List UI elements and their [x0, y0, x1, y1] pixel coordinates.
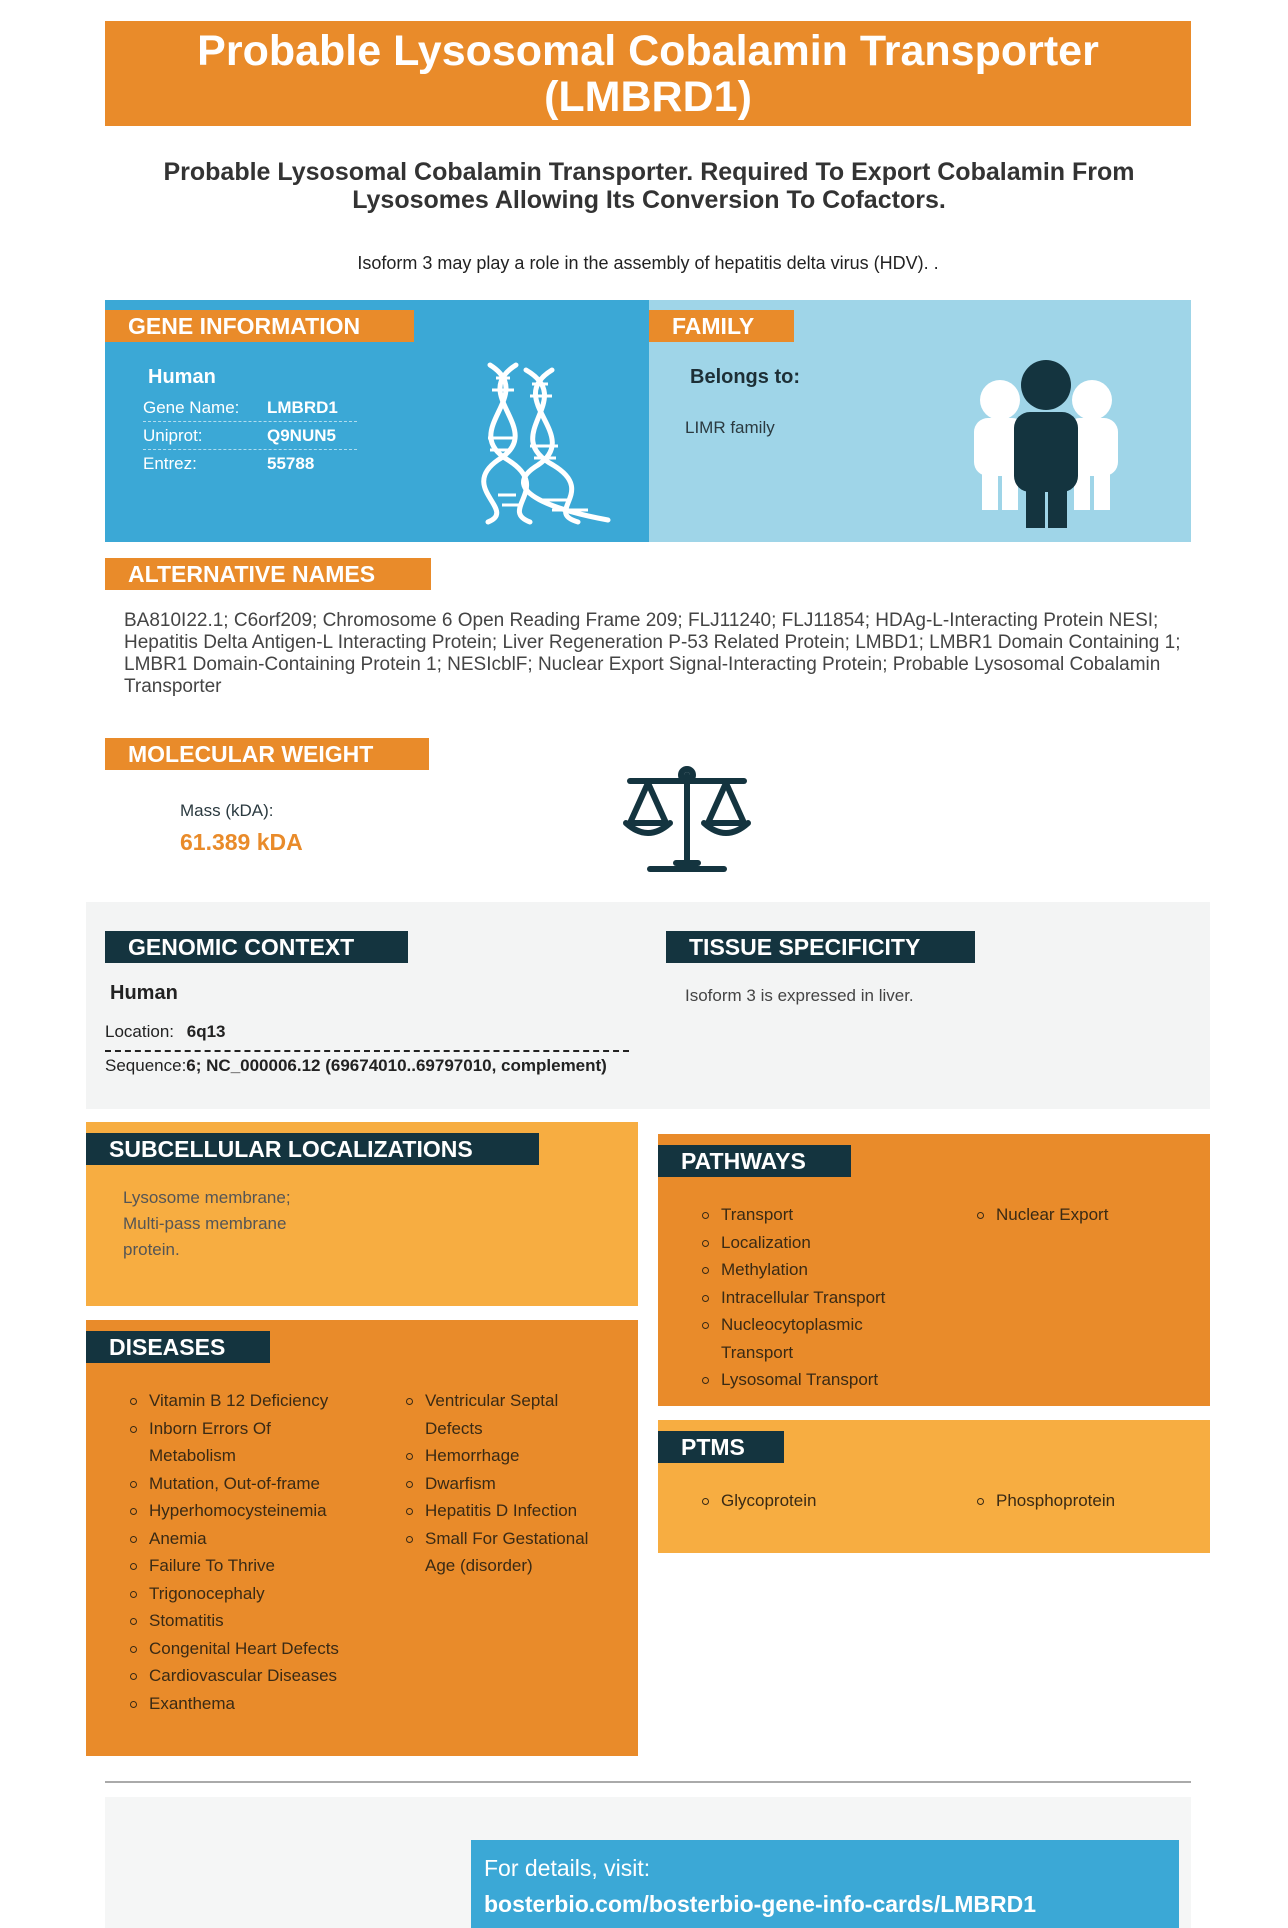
list-item: Glycoprotein [702, 1487, 902, 1515]
gene-info-heading: GENE INFORMATION [105, 310, 414, 342]
family-belongs-label: Belongs to: [690, 366, 800, 388]
sequence-value: 6; NC_000006.12 (69674010..69797010, complement) [186, 1056, 607, 1075]
list-item: Methylation [702, 1256, 902, 1284]
page-title: Probable Lysosomal Cobalamin Transporter (LMBRD1) [105, 21, 1191, 126]
genomic-sequence [105, 1056, 645, 1076]
list-item: Hepatitis D Infection [406, 1497, 616, 1525]
list-item: Exanthema [130, 1690, 360, 1718]
people-icon [970, 360, 1122, 530]
gene-name-value: LMBRD1 [267, 398, 338, 417]
ptms-list-col1 [702, 1487, 902, 1515]
list-item: Congenital Heart Defects [130, 1635, 360, 1663]
subcellular-heading: SUBCELLULAR LOCALIZATIONS [86, 1133, 539, 1165]
genomic-species: Human [110, 982, 178, 1004]
mass-label: Mass (kDA): [180, 801, 274, 820]
list-item: Intracellular Transport [702, 1284, 902, 1312]
uniprot-label: Uniprot: [143, 426, 203, 445]
tissue-specificity-text: Isoform 3 is expressed in liver. [685, 986, 914, 1005]
list-item: Mutation, Out-of-frame [130, 1470, 360, 1498]
gene-name-label: Gene Name: [143, 398, 240, 417]
page-subtitle: Probable Lysosomal Cobalamin Transporter. Required To Export Cobalamin From Lysosomes Allowing Its Conversion To Cofactors. [163, 158, 1135, 214]
location-value: 6q13 [186, 1022, 226, 1041]
list-item: Hyperhomocysteinemia [130, 1497, 360, 1525]
diseases-list-col2 [406, 1387, 616, 1580]
scale-icon [620, 765, 755, 880]
mass-value: 61.389 kDA [180, 829, 303, 855]
diseases-list-col1 [130, 1387, 360, 1717]
footer-link-box[interactable] [471, 1840, 1179, 1928]
footer-link[interactable]: bosterbio.com/bosterbio-gene-info-cards/LMBRD1 [484, 1891, 1037, 1917]
pathways-list-col1 [702, 1201, 902, 1394]
dna-icon [468, 360, 618, 525]
list-item: Nuclear Export [977, 1201, 1177, 1229]
molecular-weight-heading: MOLECULAR WEIGHT [105, 738, 429, 770]
list-item: Inborn Errors Of Metabolism [130, 1415, 360, 1470]
list-item: Failure To Thrive [130, 1552, 360, 1580]
genomic-location [105, 1022, 629, 1052]
location-label: Location: [105, 1022, 174, 1041]
divider [105, 1781, 1191, 1783]
intro-text: Isoform 3 may play a role in the assembly of hepatitis delta virus (HDV). . [357, 253, 939, 273]
ptms-heading: PTMS [658, 1431, 784, 1463]
list-item: Ventricular Septal Defects [406, 1387, 616, 1442]
gene-row-entrez [143, 450, 357, 478]
list-item: Phosphoprotein [977, 1487, 1177, 1515]
list-item: Trigonocephaly [130, 1580, 360, 1608]
list-item: Dwarfism [406, 1470, 616, 1498]
list-item: Localization [702, 1229, 902, 1257]
entrez-value: 55788 [267, 454, 315, 473]
list-item: Small For Gestational Age (disorder) [406, 1525, 616, 1580]
list-item: Nucleocytoplasmic Transport [702, 1311, 902, 1366]
gene-species: Human [148, 366, 216, 388]
alternative-names-text: BA810I22.1; C6orf209; Chromosome 6 Open Reading Frame 209; FLJ11240; FLJ11854; HDAg-L-Interacting Protein NESI; Hepatitis Delta Antigen-L Interacting Protein; Liver Regeneration P-53 Related Protein; LMBD1; LMBR1 Domain Containing 1; LMBR1 Domain-Containing Protein 1; NESIcblF; Nuclear Export Signal-Interacting Protein; Probable Lysosomal Cobalamin Transporter [124, 610, 1181, 697]
ptms-list-col2 [977, 1487, 1177, 1515]
list-item: Vitamin B 12 Deficiency [130, 1387, 360, 1415]
footer-label: For details, visit: [484, 1855, 651, 1881]
genomic-context-heading: GENOMIC CONTEXT [105, 931, 408, 963]
pathways-list-col2 [977, 1201, 1177, 1229]
tissue-specificity-heading: TISSUE SPECIFICITY [666, 931, 975, 963]
diseases-heading: DISEASES [86, 1331, 270, 1363]
gene-row-uniprot [143, 422, 357, 450]
subcellular-text: Lysosome membrane; Multi-pass membrane protein. [123, 1188, 291, 1259]
gene-row-name [143, 394, 357, 422]
uniprot-value: Q9NUN5 [267, 426, 336, 445]
family-heading: FAMILY [649, 310, 794, 342]
list-item: Stomatitis [130, 1607, 360, 1635]
pathways-heading: PATHWAYS [658, 1145, 851, 1177]
family-name: LIMR family [685, 418, 775, 437]
list-item: Anemia [130, 1525, 360, 1553]
list-item: Lysosomal Transport [702, 1366, 902, 1394]
alternative-names-heading: ALTERNATIVE NAMES [105, 558, 431, 590]
list-item: Cardiovascular Diseases [130, 1662, 360, 1690]
list-item: Hemorrhage [406, 1442, 616, 1470]
entrez-label: Entrez: [143, 454, 197, 473]
list-item: Transport [702, 1201, 902, 1229]
sequence-label: Sequence: [105, 1056, 187, 1075]
